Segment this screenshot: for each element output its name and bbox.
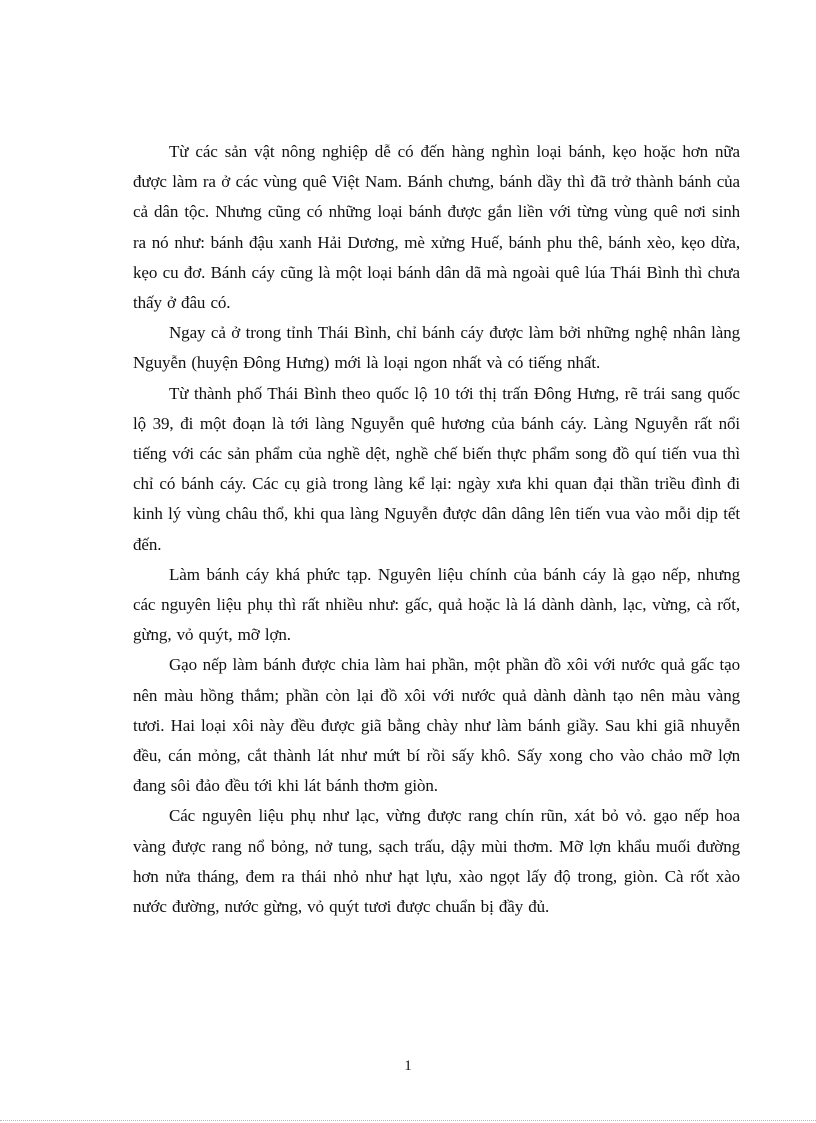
paragraph-4: Làm bánh cáy khá phức tạp. Nguyên liệu chính của bánh cáy là gạo nếp, nhưng các nguyên liệu phụ thì rất nhiều như: gấc, quả hoặc là lá dành dành, lạc, vừng, cà rốt, gừng, vỏ quýt, mỡ lợn. — [133, 564, 740, 645]
paragraph-2: Ngay cả ở trong tỉnh Thái Bình, chỉ bánh cáy được làm bởi những nghệ nhân làng Nguyễn (huyện Đông Hưng) mới là loại ngon nhất và có tiếng nhất. — [133, 323, 740, 373]
paragraph-5: Gạo nếp làm bánh được chia làm hai phần, một phần đồ xôi với nước quả gấc tạo nên màu hồng thắm; phần còn lại đồ xôi với nước quả dành dành tạo nên màu vàng tươi. Hai loại xôi này đều được giã bằng chày như làm bánh giầy. Sau khi giã nhuyễn đều, cán mỏng, cắt thành lát như mứt bí rồi sấy khô. Sấy xong cho vào chảo mỡ lợn đang sôi đảo đều tới khi lát bánh thơm giòn. — [133, 655, 740, 796]
page-number: 1 — [404, 1058, 412, 1074]
paragraph-3: Từ thành phố Thái Bình theo quốc lộ 10 tới thị trấn Đông Hưng, rẽ trái sang quốc lộ 39, đi một đoạn là tới làng Nguyễn quê hương của bánh cáy. Làng Nguyễn rất nổi tiếng với các sản phẩm của nghề dệt, nghề chế biến thực phẩm song đồ quí tiến vua thì chỉ có bánh cáy. Các cụ già trong làng kể lại: ngày xưa khi quan đại thần triều đình đi kinh lý vùng châu thổ, khi qua làng Nguyễn được dân dâng lên tiến vua vào mỗi dịp tết đến. — [133, 383, 740, 554]
body-text — [133, 137, 740, 922]
paragraph-6: Các nguyên liệu phụ như lạc, vừng được rang chín rũn, xát bỏ vỏ. gạo nếp hoa vàng được rang nổ bỏng, nở tung, sạch trấu, dậy mùi thơm. Mỡ lợn khẩu muối đường hơn nửa tháng, đem ra thái nhỏ như hạt lựu, xào ngọt lấy độ trong, giòn. Cà rốt xào nước đường, nước gừng, vỏ quýt tươi được chuẩn bị đầy đủ. — [133, 806, 740, 917]
page-bottom-border — [0, 1120, 816, 1121]
paragraph-1: Từ các sản vật nông nghiệp dễ có đến hàng nghìn loại bánh, kẹo hoặc hơn nữa được làm ra ở các vùng quê Việt Nam. Bánh chưng, bánh dầy thì đã trở thành bánh của cả dân tộc. Nhưng cũng có những loại bánh được gắn liền với từng vùng quê nơi sinh ra nó như: bánh đậu xanh Hải Dương, mè xửng Huế, bánh phu thê, bánh xèo, kẹo dừa, kẹo cu đơ. Bánh cáy cũng là một loại bánh dân dã mà ngoài quê lúa Thái Bình thì chưa thấy ở đâu có. — [133, 142, 740, 313]
